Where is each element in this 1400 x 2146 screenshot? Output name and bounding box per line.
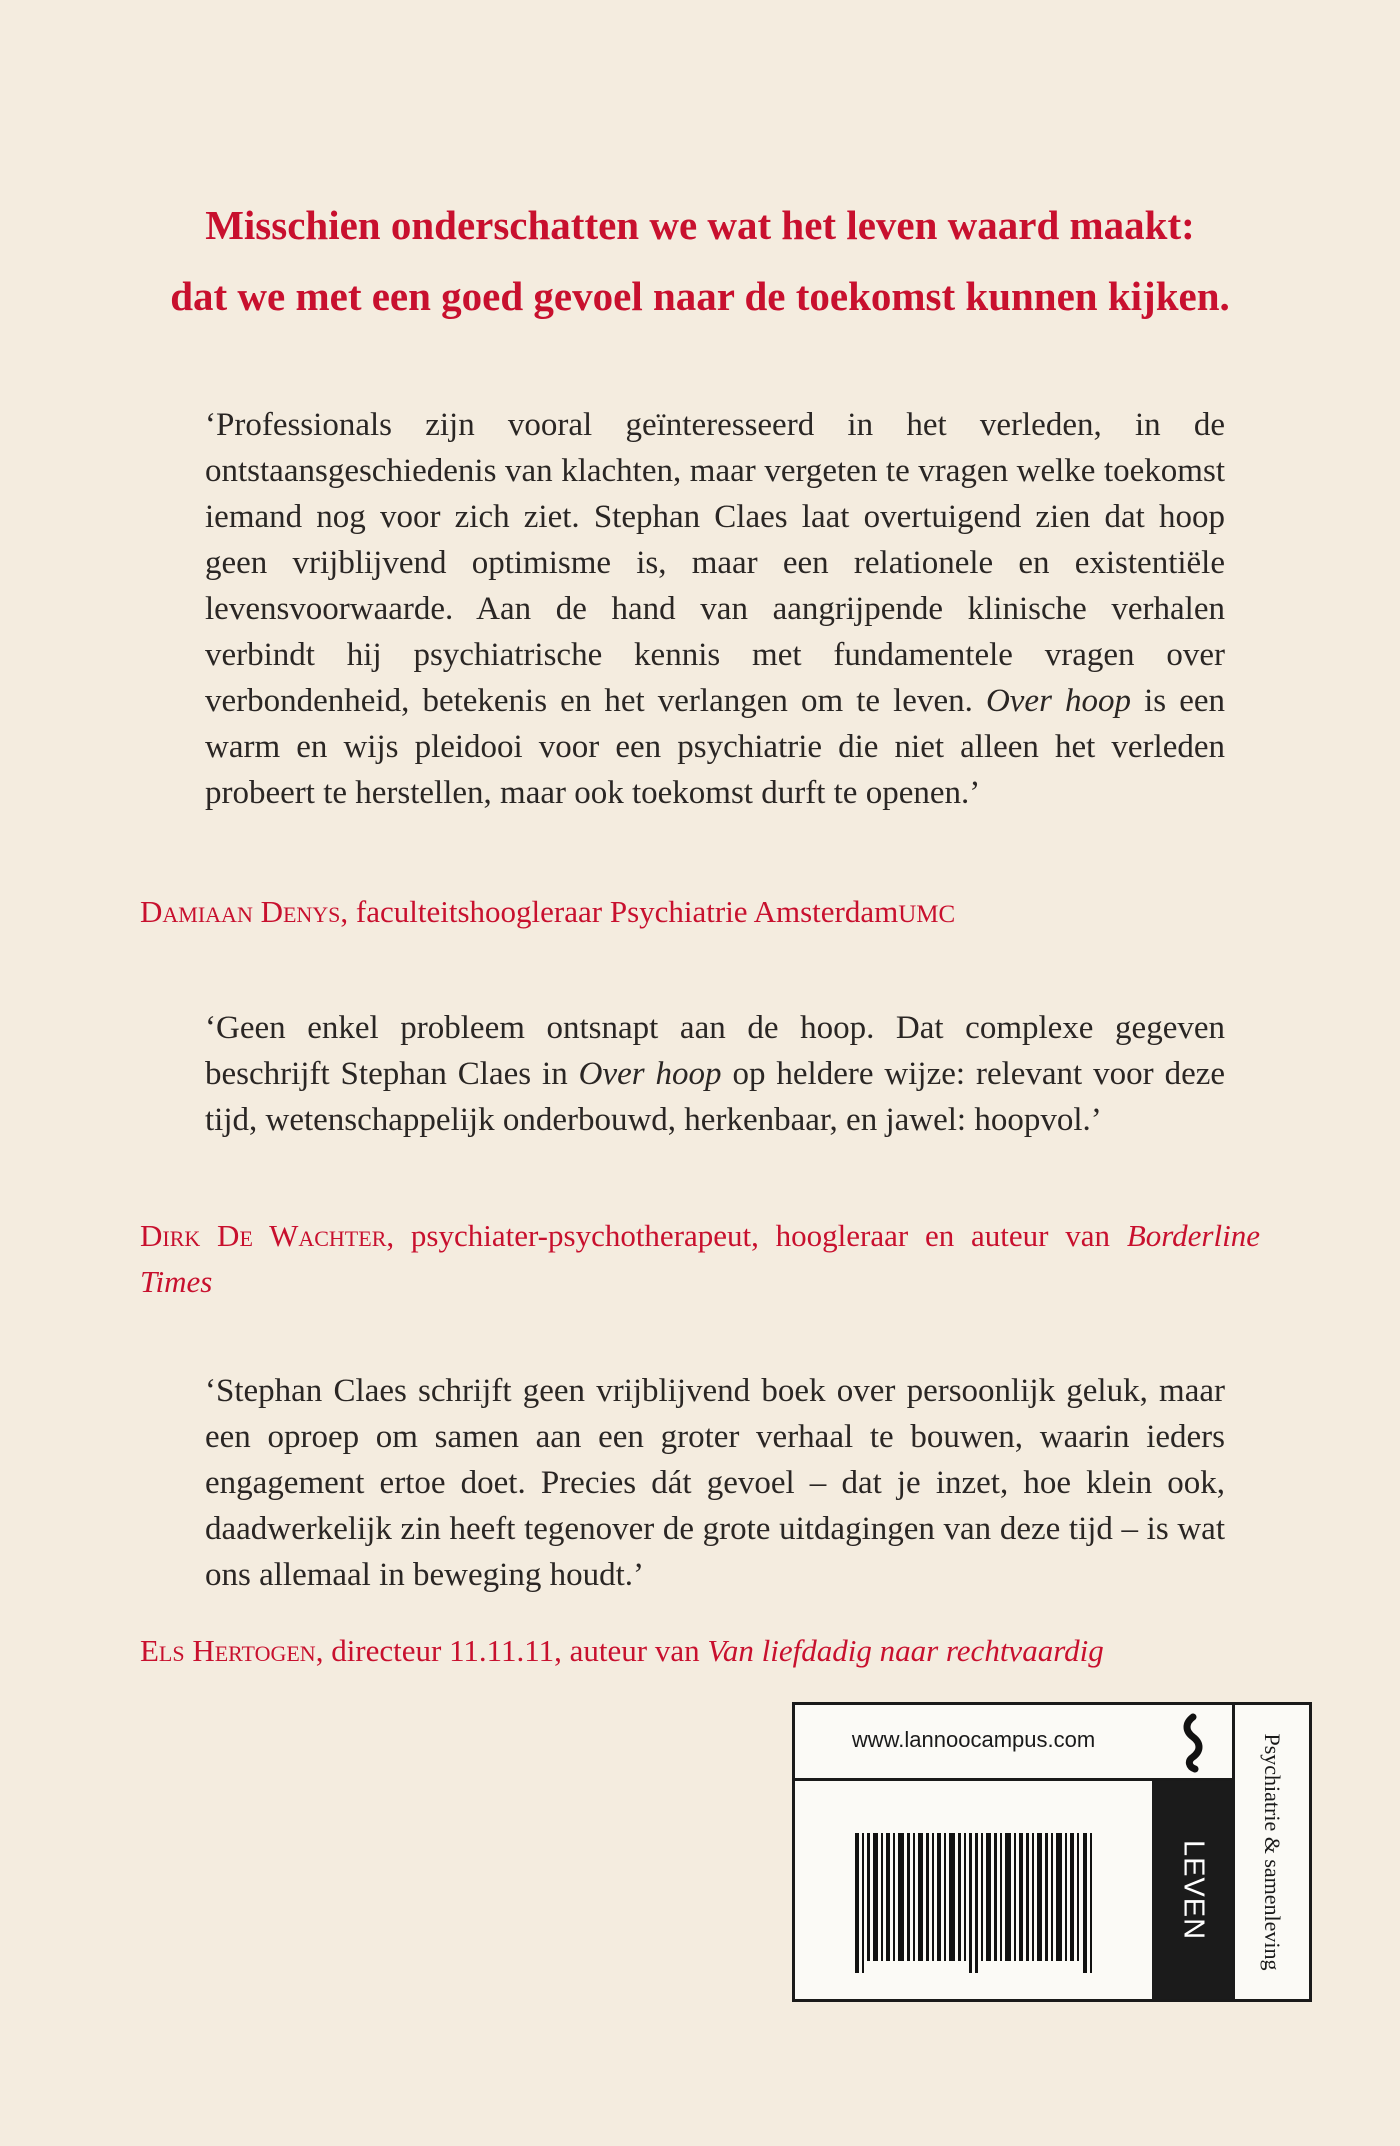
quote-text: ‘Professionals zijn vooral geïnteresseerd in het verleden, in de ontstaansgeschiedenis van klachten, maar vergeten te vragen welke toekomst iemand nog voor zich ziet. Stephan Claes laat overtuigend zien dat hoop geen vrijblijvend optimisme is, maar een relationele en existentiële levensvoorwaarde. Aan de hand van aangrijpende klinische verhalen verbindt hij psychiatrische kennis met fundamentele vragen over verbondenheid, betekenis en het verlangen om te leven. xyxy=(205,407,1225,719)
author-role-suffix: UMC xyxy=(898,901,956,928)
headline-line-2: dat we met een goed gevoel naar de toekomst kunnen kijken. xyxy=(170,273,1230,319)
quote-text: ‘Geen enkel probleem ontsnapt aan de hoop. Dat complexe gegeven beschrijft Stephan Claes in xyxy=(205,1010,1225,1092)
quote-2-attribution xyxy=(140,1213,1260,1305)
author-book: Borderline Times xyxy=(140,1218,1260,1299)
quote-text: op heldere wijze: relevant voor deze tijd, wetenschappelijk onderbouwd, herkenbaar, en jawel: hoopvol.’ xyxy=(205,1056,1226,1138)
headline-line-1: Misschien onderschatten we wat het leven waard maakt: xyxy=(205,202,1195,248)
series-column xyxy=(1152,1705,1235,1999)
quote-1 xyxy=(205,402,1225,816)
quote-3-attribution xyxy=(140,1628,1260,1674)
category-label: Psychiatrie & samenleving xyxy=(1260,1733,1285,1971)
book-title: Over hoop xyxy=(578,1056,722,1092)
back-cover-headline xyxy=(0,190,1400,332)
quote-text: ‘Stephan Claes schrijft geen vrijblijvend boek over persoonlijk geluk, maar een oproep om samen aan een groter verhaal te bouwen, waarin ieders engagement ertoe doet. Precies dát gevoel – dat je inzet, hoe klein ook, daadwerkelijk zin heeft tegenover de grote uitdagingen van deze tijd – is wat ons allemaal in beweging houdt.’ xyxy=(205,1373,1225,1593)
quote-1-attribution xyxy=(140,889,1260,938)
author-role: , directeur 11.11.11, auteur van xyxy=(315,1633,708,1668)
lannoo-logo-icon xyxy=(1175,1713,1211,1773)
series-label: LEVEN xyxy=(1177,1839,1210,1941)
book-title: Over hoop xyxy=(985,683,1132,719)
author-role: , psychiater-psychotherapeut, hoogleraar en auteur van xyxy=(386,1218,1127,1253)
publisher-box xyxy=(792,1702,1312,2002)
quote-author: Els Hertogen xyxy=(140,1633,316,1668)
logo-cell xyxy=(1152,1705,1232,1781)
quote-author: Damiaan Denys xyxy=(140,894,341,929)
quote-3 xyxy=(205,1368,1225,1598)
quote-2 xyxy=(205,1005,1225,1143)
barcode xyxy=(855,1833,1095,1973)
author-role: , faculteitshoogleraar Psychiatrie Amsterdam xyxy=(340,894,899,929)
author-book: Van liefdadig naar rechtvaardig xyxy=(707,1633,1104,1668)
quote-author: Dirk De Wachter xyxy=(140,1218,387,1253)
quote-text: is een warm en wijs pleidooi voor een psychiatrie die niet alleen het verleden probeert te herstellen, maar ook toekomst durft te openen.’ xyxy=(205,683,1225,811)
publisher-url[interactable]: www.lannoocampus.com xyxy=(795,1705,1155,1781)
